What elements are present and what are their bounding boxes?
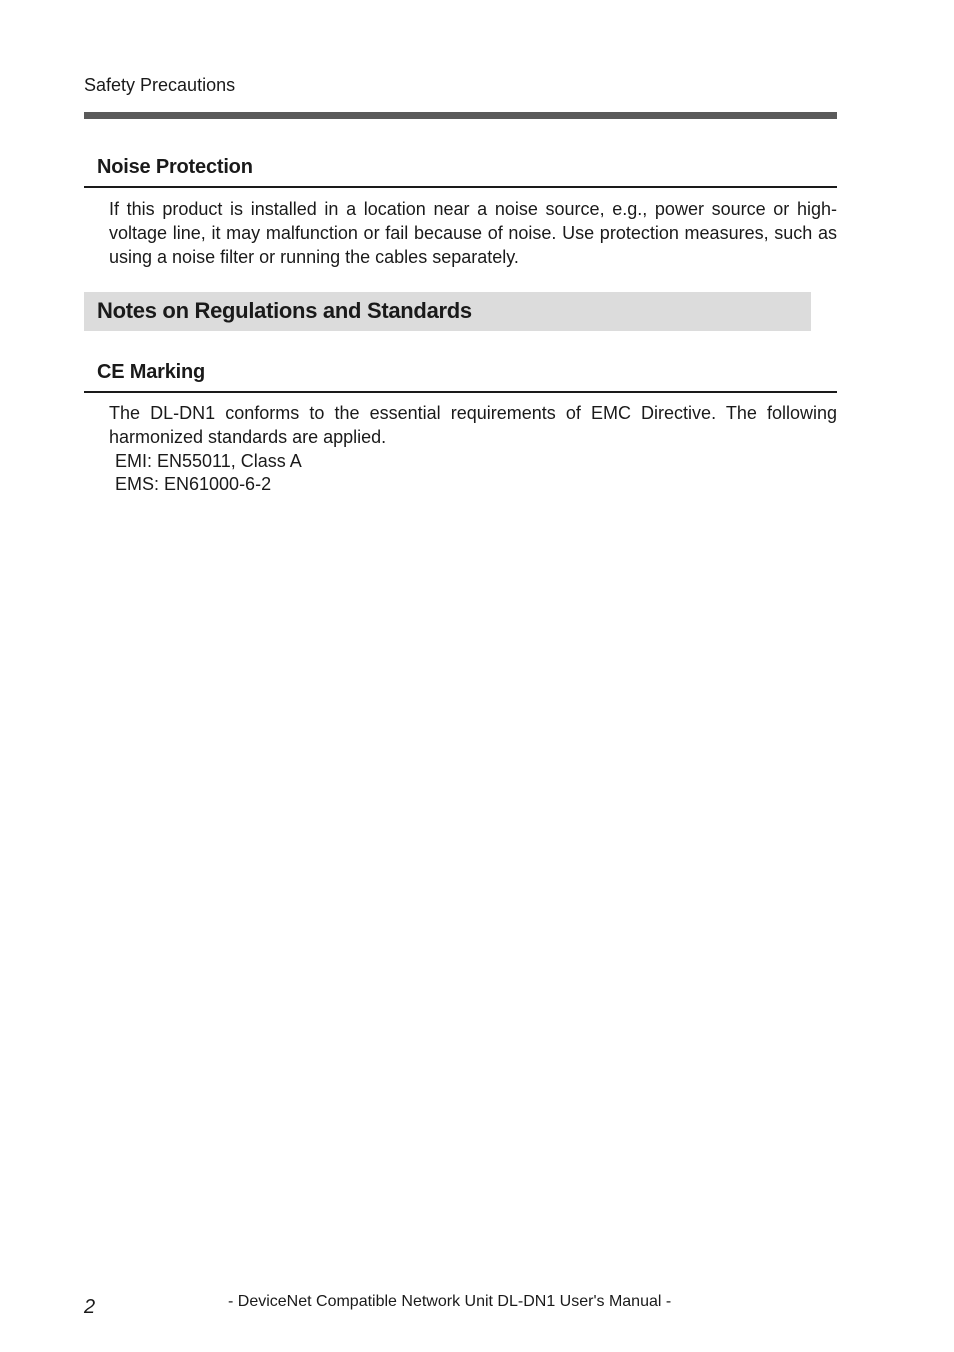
noise-protection-paragraph: If this product is installed in a location near a noise source, e.g., power source or high-voltage line, it may malfunction or fail because of noise. Use protection measures, such as using a noise filter or running the cables separately. xyxy=(109,199,837,267)
ems-standard: EMS: EN61000-6-2 xyxy=(115,474,272,494)
footer-manual-title: - DeviceNet Compatible Network Unit DL-DN1 User's Manual - xyxy=(228,1293,672,1310)
noise-protection-rule xyxy=(84,186,837,188)
running-head: Safety Precautions xyxy=(84,75,236,95)
header-rule xyxy=(84,112,837,119)
section-band xyxy=(84,292,811,331)
emi-standard: EMI: EN55011, Class A xyxy=(115,451,302,471)
noise-protection-heading: Noise Protection xyxy=(97,156,253,178)
page-number: 2 xyxy=(84,1296,96,1318)
ce-marking-paragraph: The DL-DN1 conforms to the essential requirements of EMC Directive. The following harmonized standards are applied. xyxy=(109,403,837,447)
ce-marking-rule xyxy=(84,391,837,393)
section-title: Notes on Regulations and Standards xyxy=(97,298,472,323)
ce-marking-heading: CE Marking xyxy=(97,361,206,383)
